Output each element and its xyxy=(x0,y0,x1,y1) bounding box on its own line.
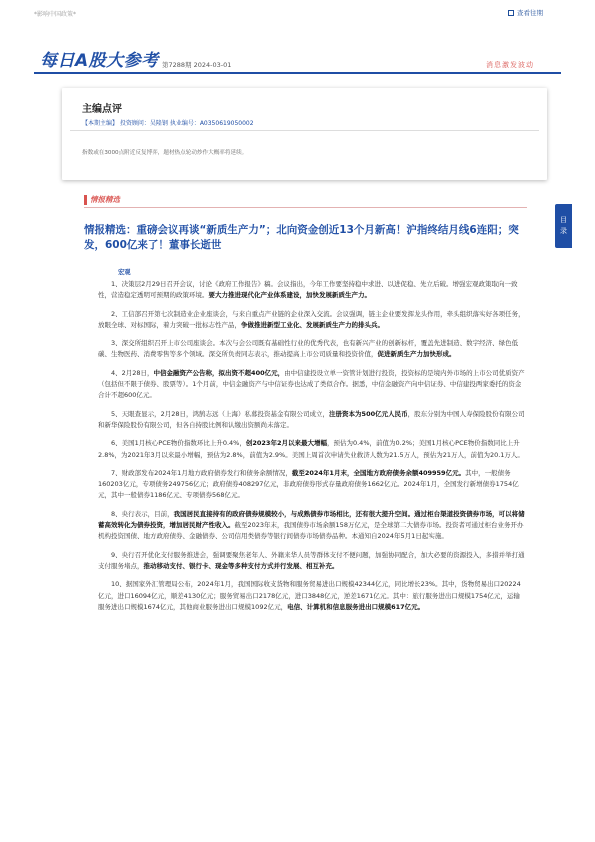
paragraph: 7、财政部发布2024年1月地方政府债券发行和债务余额情况，截至2024年1月末，全国地方政府债务余额409959亿元。其中，一般债务160203亿元，专项债务249756亿元；政府债券408297亿元，非政府债券形式存量政府债务1662亿元。2024年1月，全国发行新增债券1754亿元，其中一般债券1186亿元、专项债券568亿元。 xyxy=(98,468,519,500)
subheading-macro: 宏观 xyxy=(118,269,131,276)
paragraph: 9、央行召开优化支付服务推进会，强调要聚焦老年人、外籍来华人员等群体支付不便问题，加强协同配合，加大必要的资源投入，多措并举打通支付服务堵点，推动移动支付、银行卡、现金等多种支付方式并行发展、相互补充。 xyxy=(98,550,525,570)
paragraph: 4、2月28日，中信金融资产公告称，拟出资不超400亿元，由中信建投设立单一资管计划进行投资，投资标的是境内外市场的上市公司优质资产（包括但不限于债券、股票等）。1个月前，中信金融资产与中信证券也达成了类似合作。据悉，中信金融资产向中信证券、中信建投两家委托的资金合计不超600亿元。 xyxy=(98,368,525,400)
section-bar-icon xyxy=(84,195,87,205)
section-divider xyxy=(84,207,527,208)
toc-tab[interactable] xyxy=(555,204,572,248)
history-link[interactable] xyxy=(508,8,543,17)
toc-tab-char: 目 xyxy=(560,216,567,224)
header-rule xyxy=(34,72,561,74)
card-title: 主编点评 xyxy=(82,104,122,115)
section-marker xyxy=(84,194,120,205)
article-headline: 情报精选：重磅会议再谈“新质生产力”；北向资金创近13个月新高！沪指终结月线6连阳；突发，600亿来了！董事长逝世 xyxy=(84,224,519,251)
card-meta: 【本期主编】 投资顾问：吴隆钢 执业编号：A0350619050002 xyxy=(82,120,254,127)
issue-info: 第7288期 2024-03-01 xyxy=(162,61,232,69)
brand-title: 每日A股大参考 xyxy=(40,51,159,71)
paragraph: 5、天眼查显示，2月28日，鸿鹄志远（上海）私募投资基金有限公司成立，注册资本为500亿元人民币，股东分别为中国人寿保险股份有限公司和新华保险股份有限公司，但各自持股比例和认缴出资额尚未落定。 xyxy=(98,409,525,429)
paragraph: 6、美国1月核心PCE物价指数环比上升0.4%，创2023年2月以来最大增幅，预估为0.4%，前值为0.2%；美国1月核心PCE物价指数同比上升2.8%，为2021年3月以来最小增幅，预估为2.8%，前值为2.9%。美国上周首次申请失业救济人数为21.5万人，预估为21万人，前值为20.1万人。 xyxy=(98,439,524,459)
paragraph: 1、决策层2月29日召开会议，讨论《政府工作报告》稿。会议指出，今年工作要坚持稳中求进、以进促稳、先立后破。增强宏观政策取向一致性，营造稳定透明可预期的政策环境。要大力推进现代化产业体系建设，加快发展新质生产力。 xyxy=(98,280,518,300)
section-label: 情报精选 xyxy=(90,195,120,204)
top-note: *影响中国政策* xyxy=(34,11,77,18)
article-body xyxy=(98,279,526,620)
slogan: 消息激发波动 xyxy=(486,61,534,69)
editor-comment-card xyxy=(62,88,547,180)
toc-tab-char: 录 xyxy=(560,227,567,235)
paragraph: 3、深交所组织召开上市公司座谈会。本次与会公司既有基础性行业的优秀代表，也有新兴产业的创新标杆，覆盖先进制造、数字经济、绿色低碳、生物医药、消费零售等多个领域。深交所负责同志表示，推动提高上市公司质量和投资价值，促进新质生产力加快形成。 xyxy=(98,339,519,359)
card-text: 指数或在3000点附近反复博弈，题材热点轮动炒作大概率将延续。 xyxy=(82,150,248,156)
card-divider xyxy=(70,130,539,131)
paragraph: 2、工信部召开第七次制造业企业座谈会，与来自重点产业链的企业深入交流。会议强调，链主企业要发挥龙头作用，牵头组织落实好各项任务，放眼全球、对标国际，着力突破一批标志性产品，争做推进新型工业化、发展新质生产力的排头兵。 xyxy=(98,309,525,329)
calendar-icon xyxy=(508,10,514,16)
paragraph: 10、据国家外汇管理局公布，2024年1月，我国国际收支货物和服务贸易进出口规模42344亿元，同比增长23%。其中，货物贸易出口20224亿元，进口16094亿元，顺差4130亿元；服务贸易出口2178亿元，进口3848亿元，逆差1671亿元。其中：旅行服务进出口规模1754亿元，运输服务进出口规模1674亿元，其他商业服务进出口规模1092亿元，电信、计算机和信息服务进出口规模617亿元。 xyxy=(98,580,521,611)
history-link-label: 查看往期 xyxy=(517,9,543,17)
paragraph: 8、央行表示，目前，我国居民直接持有的政府债券规模较小，与成熟债券市场相比，还有很大提升空间。通过柜台渠道投资债券市场，可以将储蓄高效转化为债券投资，增加居民财产性收入。截至2023年末，我国债券市场余额158万亿元，是全球第二大债券市场。投资者可通过柜台业务开办机构投资国债、地方政府债券、金融债券、公司信用类债券等银行间债券市场债券品种。本通知自2024年5月1日起实施。 xyxy=(98,509,525,541)
